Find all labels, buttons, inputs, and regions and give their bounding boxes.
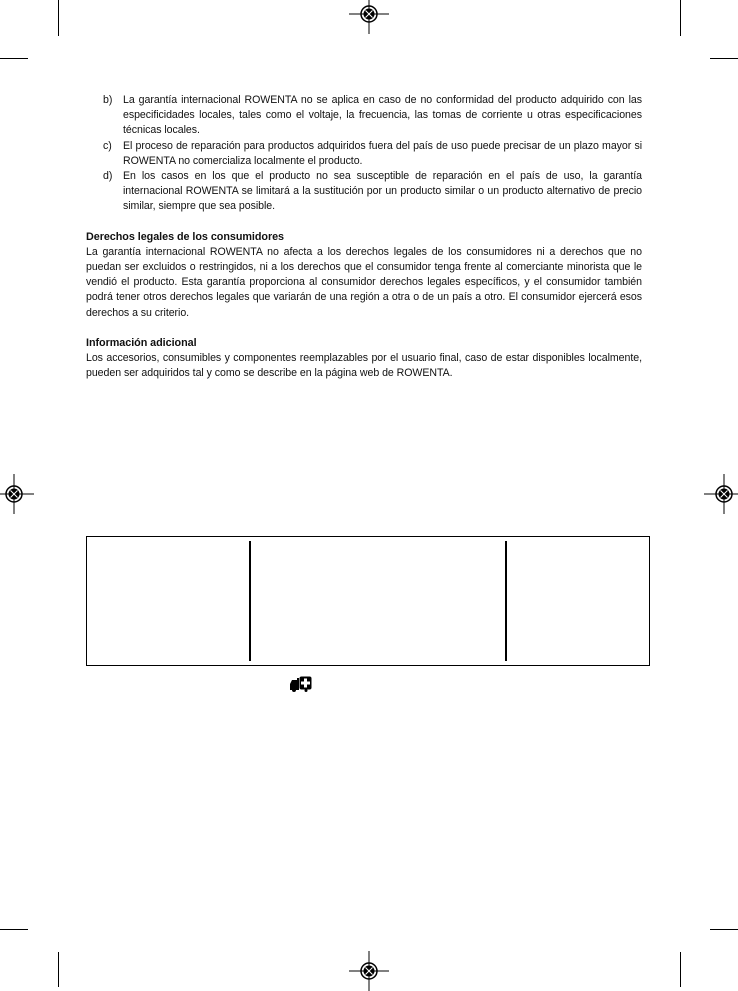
section-text: Los accesorios, consumibles y componentes reemplazables por el usuario final, caso de estar disponibles localmente, pueden ser adquiridos tal y como se describe en la página web de ROWENTA. — [86, 352, 642, 380]
registration-mark-icon — [349, 0, 389, 34]
box-divider — [249, 541, 251, 661]
registration-mark-icon — [349, 951, 389, 991]
item-label: d) — [103, 170, 113, 183]
document-body — [86, 93, 642, 381]
repair-service-icon — [289, 675, 313, 692]
section-heading: Información adicional — [86, 336, 197, 349]
crop-mark — [710, 58, 738, 59]
item-text: El proceso de reparación para productos adquiridos fuera del país de uso puede precisar de un plazo mayor si ROWENTA no comercializa localmente el producto. — [123, 139, 642, 167]
registration-mark-icon — [0, 474, 34, 514]
warranty-item-d — [86, 169, 642, 215]
item-label: b) — [103, 94, 113, 106]
section-heading: Derechos legales de los consumidores — [86, 230, 285, 243]
item-label: c) — [103, 139, 112, 152]
stamp-box — [86, 536, 650, 666]
item-text: La garantía internacional ROWENTA no se aplica en caso de no conformidad del producto adquirido con las especificidades locales, tales como el voltaje, la frecuencia, las tomas de corriente u otras especificaciones técnicas locales. — [123, 94, 642, 137]
crop-mark — [58, 0, 59, 36]
warranty-item-c — [86, 139, 642, 169]
section-text: La garantía internacional ROWENTA no afecta a los derechos legales de los consumidores ni a derechos que no puedan ser excluidos o restringidos, ni a los derechos que el consumidor tenga frente al comerciante minorista que le vendió el producto. Esta garantía proporciona al consumidor derechos legales específicos, y el consumidor también podrá tener otros derechos legales que variarán de una región a otra o de un país a otro. El consumidor ejercerá esos derechos a su criterio. — [86, 245, 642, 319]
item-text: En los casos en los que el producto no sea susceptible de reparación en el país de uso, la garantía internacional ROWENTA se limitará a la sustitución por un producto similar o un producto alternativo de precio similar, siempre que sea posible. — [123, 170, 642, 213]
additional-info-section — [86, 336, 642, 382]
registration-mark-icon — [704, 474, 738, 514]
crop-mark — [680, 952, 681, 987]
warranty-item-b — [86, 93, 642, 139]
crop-mark — [680, 0, 681, 36]
crop-mark — [0, 58, 28, 59]
crop-mark — [710, 929, 738, 930]
consumer-rights-section — [86, 230, 642, 321]
crop-mark — [58, 952, 59, 987]
crop-mark — [0, 929, 28, 930]
box-divider — [505, 541, 507, 661]
